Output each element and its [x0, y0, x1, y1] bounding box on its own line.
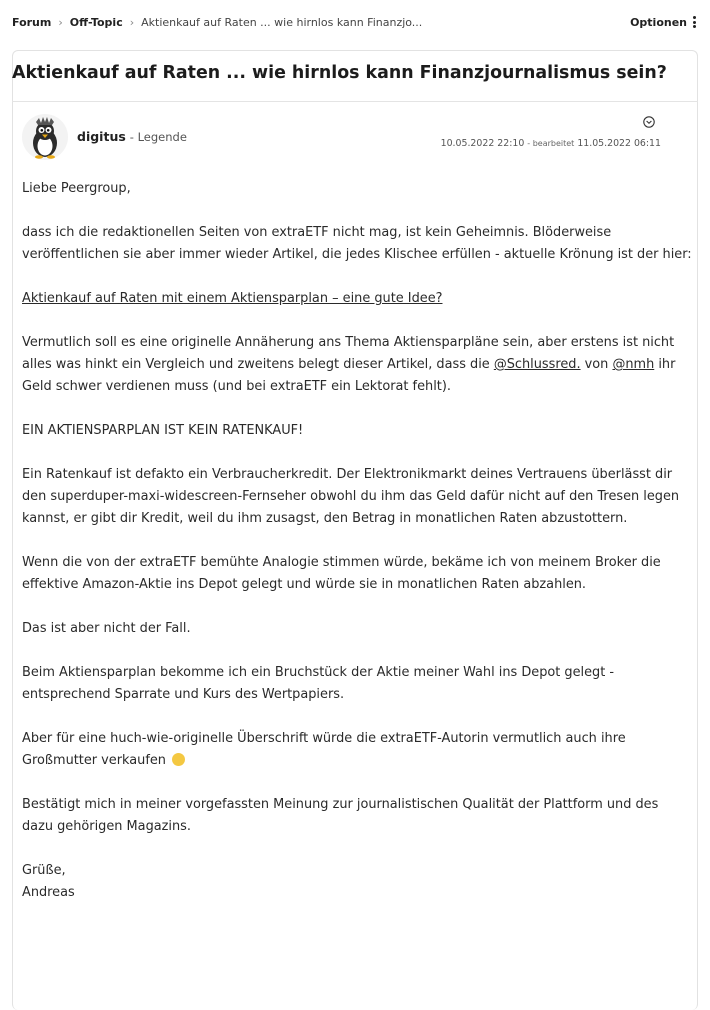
paragraph: Wenn die von der extraETF bemühte Analogie stimmen würde, bekäme ich von meinem Broker die effektive Amazon-Aktie ins Depot gelegt und würde sie in monatlichen Raten abzahlen.	[22, 555, 661, 592]
paragraph-text: Aber für eine huch-wie-originelle Überschrift würde die extraETF-Autorin vermutlich auch ihre Großmutter verkaufen	[22, 731, 626, 768]
chevron-right-icon: ›	[58, 15, 63, 29]
chevron-right-icon: ›	[129, 15, 135, 29]
paragraph-text: ihr Geld schwer verdienen muss (und bei extraETF ein Lektorat fehlt).	[22, 357, 676, 394]
greeting: Liebe Peergroup,	[22, 181, 131, 196]
edited-date: 11.05.2022 06:11	[577, 138, 661, 149]
signature-name: Andreas	[22, 885, 75, 900]
top-bar	[0, 0, 710, 44]
post-date: 10.05.2022 22:10	[440, 138, 525, 149]
paragraph: Bestätigt mich in meiner vorgefassten Meinung zur journalistischen Qualität der Plattform und des dazu gehörigen Magazins.	[22, 797, 659, 834]
chevron-down-circle-icon[interactable]	[643, 116, 655, 128]
post-dates	[441, 138, 661, 149]
breadcrumb-current: Aktienkauf auf Raten ... wie hirnlos kann Finanzjo...	[141, 15, 423, 29]
author-line	[77, 129, 187, 144]
penguin-avatar-icon	[22, 114, 68, 160]
signature	[22, 860, 692, 904]
grinning-face-icon	[172, 753, 185, 766]
thread-title: Aktienkauf auf Raten ... wie hirnlos kann Finanzjournalismus sein?	[12, 63, 667, 83]
post-body	[22, 178, 692, 904]
signature-greeting: Grüße,	[22, 863, 66, 878]
mention-link[interactable]: @nmh	[612, 357, 655, 372]
paragraph: Beim Aktiensparplan bekomme ich ein Bruchstück der Aktie meiner Wahl ins Depot gelegt - entsprechend Sparrate und Kurs des Wertpapiers.	[22, 665, 615, 702]
paragraph	[22, 728, 692, 772]
paragraph: dass ich die redaktionellen Seiten von extraETF nicht mag, ist kein Geheimnis. Blöderweise veröffentlichen sie aber immer wieder Artikel, die jedes Klischee erfüllen - aktuelle Krönung ist der hier:	[22, 225, 692, 262]
paragraph-text: von	[580, 357, 613, 372]
paragraph: Das ist aber nicht der Fall.	[22, 621, 191, 636]
breadcrumb	[12, 16, 422, 29]
breadcrumb-forum[interactable]: Forum	[12, 15, 52, 29]
options-label: Optionen	[630, 15, 687, 29]
breadcrumb-category[interactable]: Off-Topic	[69, 15, 123, 29]
options-button[interactable]	[630, 15, 696, 30]
paragraph-text: Vermutlich soll es eine originelle Annäherung ans Thema Aktiensparpläne sein, aber erstens ist nicht alles was hinkt ein Vergleich und zweitens belegt dieser Artikel, dass die	[22, 335, 675, 372]
divider	[12, 101, 698, 102]
article-link-paragraph	[22, 288, 692, 310]
kebab-icon	[693, 15, 696, 30]
edited-label: - bearbeitet	[527, 139, 575, 148]
avatar[interactable]	[22, 114, 68, 160]
paragraph: EIN AKTIENSPARPLAN IST KEIN RATENKAUF!	[22, 423, 304, 438]
paragraph: Ein Ratenkauf ist defakto ein Verbraucherkredit. Der Elektronikmarkt deines Vertrauens überlässt dir den superduper-maxi-widescreen-Fernseher obwohl du ihm das Geld dafür nicht auf den Tresen legen kannst, er gibt dir Kredit, weil du ihm zusagst, den Betrag in monatlichen Raten abzustottern.	[22, 467, 680, 526]
article-link[interactable]: Aktienkauf auf Raten mit einem Aktiensparplan – eine gute Idee?	[22, 291, 443, 306]
mention-link[interactable]: @Schlussred.	[493, 357, 581, 372]
author-name[interactable]: digitus	[77, 129, 126, 144]
paragraph	[22, 332, 692, 398]
author-rank: - Legende	[129, 130, 187, 144]
